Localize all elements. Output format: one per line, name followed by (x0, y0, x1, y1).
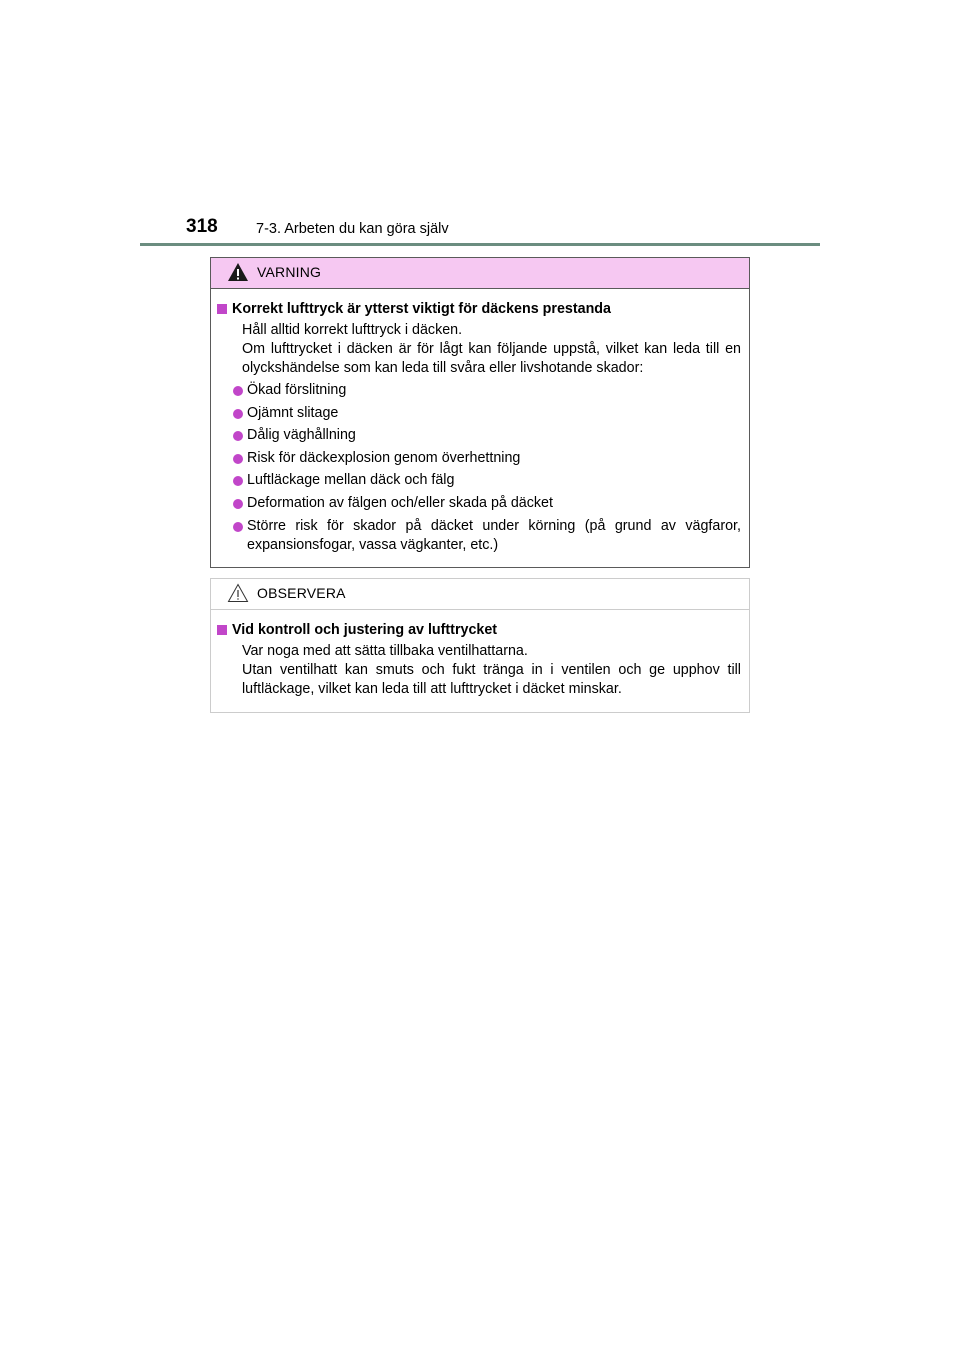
dot-bullet-icon (233, 522, 243, 532)
caution-heading (216, 621, 741, 640)
square-bullet-icon (217, 625, 227, 635)
warning-box (210, 257, 750, 568)
page-header (140, 216, 820, 246)
caution-box-header (211, 579, 749, 610)
warning-heading (216, 300, 741, 319)
caution-paragraph-2: Utan ventilhatt kan smuts och fukt tränga in i ventilen och ge upphov till luftläckage, vilket kan leda till att lufttrycket i däcket minskar. (242, 662, 741, 697)
caution-label: OBSERVERA (257, 585, 346, 601)
warning-label: VARNING (257, 264, 322, 280)
list-item: Luftläckage mellan däck och fälg (216, 471, 741, 490)
warning-box-body (211, 289, 749, 555)
warning-paragraph-1: Håll alltid korrekt lufttryck i däcken. (242, 322, 463, 338)
list-item: Ökad förslitning (216, 381, 741, 400)
caution-heading-text: Vid kontroll och justering av lufttrycket (232, 622, 498, 638)
list-item: Deformation av fälgen och/eller skada på däcket (216, 494, 741, 513)
list-item: Risk för däckexplosion genom överhettning (216, 449, 741, 468)
caution-paragraph-1: Var noga med att sätta tillbaka ventilhattarna. (242, 643, 528, 659)
warning-box-header (211, 258, 749, 289)
dot-bullet-icon (233, 431, 243, 441)
caution-box-body (211, 610, 749, 699)
caution-triangle-icon (227, 583, 249, 603)
section-title: 7-3. Arbeten du kan göra själv (256, 221, 449, 237)
list-item: Dålig väghållning (216, 426, 741, 445)
warning-paragraph-2: Om lufttrycket i däcken är för lågt kan följande uppstå, vilket kan leda till en olyckshändelse som kan leda till svåra eller livshotande skador: (242, 341, 741, 376)
list-item: Större risk för skador på däcket under körning (på grund av vägfaror, expansionsfogar, vassa vägkanter, etc.) (216, 517, 741, 555)
warning-triangle-icon (227, 262, 249, 282)
list-item: Ojämnt slitage (216, 404, 741, 423)
dot-bullet-icon (233, 386, 243, 396)
page-number: 318 (186, 216, 218, 237)
warning-list (216, 381, 741, 555)
square-bullet-icon (217, 304, 227, 314)
caution-box (210, 578, 750, 713)
warning-heading-text: Korrekt lufttryck är ytterst viktigt för däckens prestanda (232, 301, 611, 317)
header-divider (140, 243, 820, 246)
dot-bullet-icon (233, 476, 243, 486)
dot-bullet-icon (233, 499, 243, 509)
dot-bullet-icon (233, 454, 243, 464)
dot-bullet-icon (233, 409, 243, 419)
